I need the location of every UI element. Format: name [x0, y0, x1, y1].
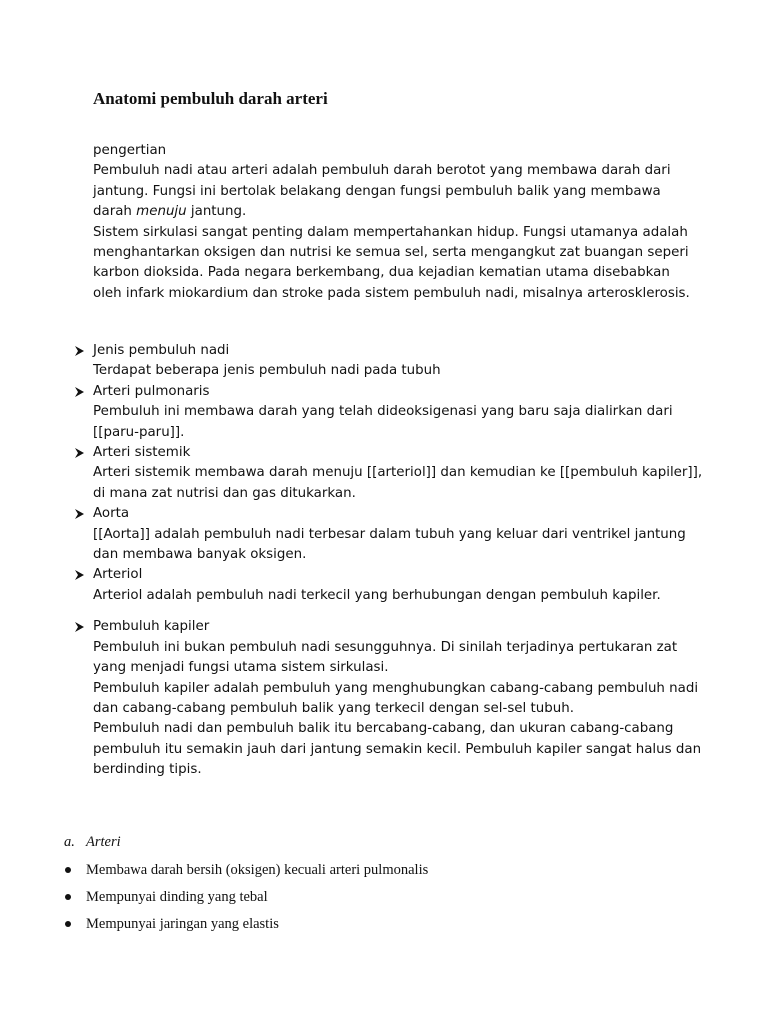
list-item: [72, 504, 712, 565]
list-item-description: Pembuluh ini membawa darah yang telah dideoksigenasi yang baru saja dialirkan dari [[paru-paru]].: [93, 404, 673, 440]
section-a-title: Arteri: [86, 834, 121, 850]
section-a-marker: a.: [64, 834, 75, 850]
intro-p1-text: Pembuluh nadi atau arteri adalah pembuluh darah berotot yang membawa darah dari jantung. Fungsi ini bertolak belakang dengan fungsi pembuluh balik yang membawa darah: [93, 163, 671, 220]
arrowhead-right-icon: [72, 617, 86, 637]
intro-section: [93, 141, 693, 304]
bullet-text: Membawa darah bersih (oksigen) kecuali arteri pulmonalis: [86, 862, 429, 878]
intro-p1-tail: jantung.: [186, 204, 247, 220]
list-spacer: [72, 606, 712, 617]
list-item: [72, 443, 712, 504]
intro-paragraph-2: Sistem sirkulasi sangat penting dalam mempertahankan hidup. Fungsi utamanya adalah menghantarkan oksigen dan nutrisi ke semua sel, serta mengangkut zat buangan seperi karbon dioksida. Pada negara berkembang, dua kejadian kematian utama disebabkan oleh infark miokardium dan stroke pada sistem pembuluh nadi, misalnya arterosklerosis.: [93, 224, 690, 301]
list-item-label: Arteri pulmonaris: [93, 383, 210, 399]
arrowhead-right-icon: [72, 382, 86, 402]
list-item-description: Arteri sistemik membawa darah menuju [[arteriol]] dan kemudian ke [[pembuluh kapiler]], di mana zat nutrisi dan gas ditukarkan.: [93, 465, 703, 501]
list-item: [72, 341, 712, 382]
bullet-dot-icon: [65, 894, 71, 900]
arrowhead-right-icon: [72, 443, 86, 463]
document-title: Anatomi pembuluh darah arteri: [93, 89, 328, 108]
bullet-text: Mempunyai jaringan yang elastis: [86, 916, 279, 932]
arrowhead-right-icon: [72, 504, 86, 524]
list-item-description: Pembuluh ini bukan pembuluh nadi sesungguhnya. Di sinilah terjadinya pertukaran zat yang menjadi fungsi utama sistem sirkulasi.: [93, 639, 678, 676]
arrowhead-right-icon: [72, 565, 86, 585]
list-item-description: Pembuluh nadi dan pembuluh balik itu bercabang-cabang, dan ukuran cabang-cabang pembuluh itu semakin jauh dari jantung semakin kecil. Pembuluh kapiler sangat halus dan berdinding tipis.: [93, 721, 702, 778]
bullet-item: [64, 914, 428, 941]
list-item: [72, 617, 712, 780]
intro-paragraph-1: [93, 161, 693, 222]
section-a-bullet-list: [64, 860, 428, 941]
arrowhead-right-icon: [72, 341, 86, 361]
list-item-label: Arteriol: [93, 567, 143, 583]
list-item-label: Pembuluh kapiler: [93, 619, 210, 635]
list-item: [72, 382, 712, 443]
artery-types-list: [72, 341, 712, 781]
list-item-label: Arteri sistemik: [93, 445, 191, 461]
bullet-item: [64, 887, 428, 914]
list-item-label: Jenis pembuluh nadi: [93, 343, 230, 358]
list-item-description: Pembuluh kapiler adalah pembuluh yang menghubungkan cabang-cabang pembuluh nadi dan cabang-cabang pembuluh balik yang terkecil dengan sel-sel tubuh.: [93, 680, 699, 716]
list-item-description: [[Aorta]] adalah pembuluh nadi terbesar dalam tubuh yang keluar dari ventrikel jantung dan membawa banyak oksigen.: [93, 526, 686, 563]
section-a-heading: [64, 834, 121, 851]
bullet-text: Mempunyai dinding yang tebal: [86, 889, 268, 905]
intro-heading: pengertian: [93, 143, 167, 158]
list-item: [72, 565, 712, 606]
list-item-description: Arteriol adalah pembuluh nadi terkecil yang berhubungan dengan pembuluh kapiler.: [93, 587, 661, 603]
list-item-label: Aorta: [93, 506, 130, 522]
bullet-dot-icon: [65, 921, 71, 927]
bullet-item: [64, 860, 428, 887]
intro-p1-emphasis: menuju: [136, 204, 187, 220]
bullet-dot-icon: [65, 867, 71, 873]
list-item-description: Terdapat beberapa jenis pembuluh nadi pada tubuh: [93, 363, 441, 379]
